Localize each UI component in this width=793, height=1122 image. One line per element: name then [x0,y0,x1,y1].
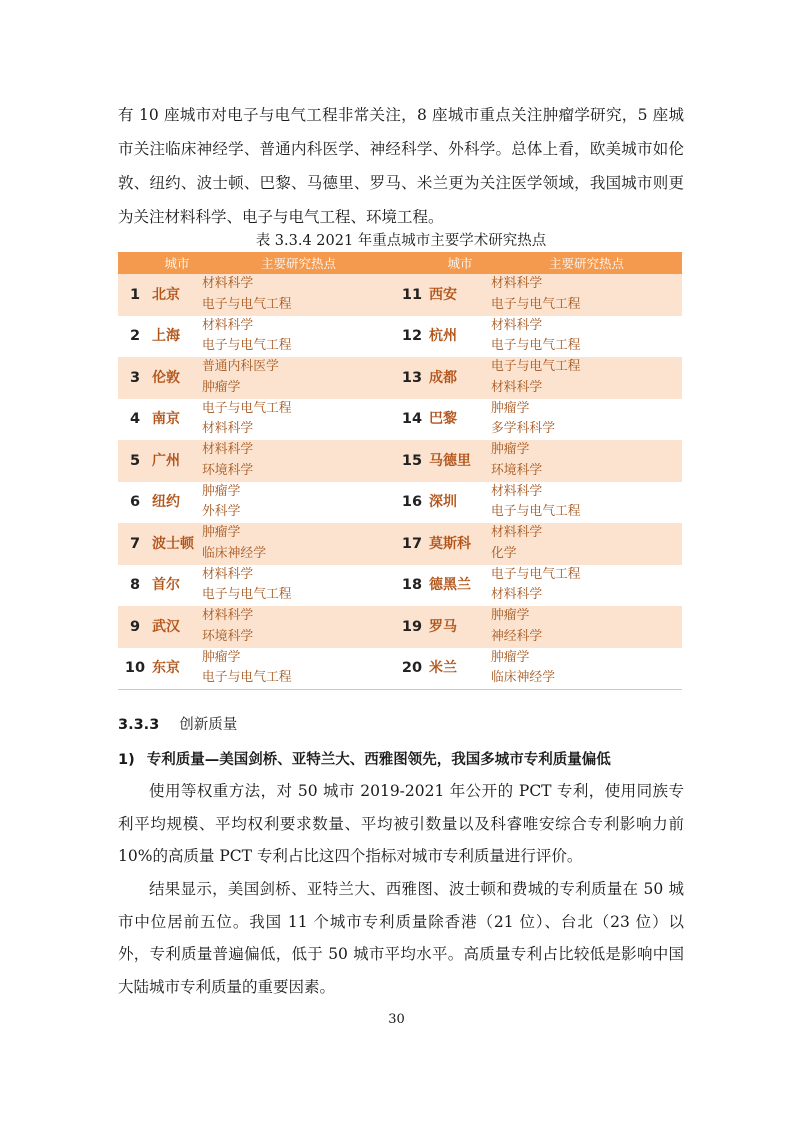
section-title: 创新质量 [179,717,238,733]
rank-cell: 11 [395,274,429,316]
topic-label: 环境科学 [491,462,543,478]
topics-cell [202,274,395,316]
city-cell: 广州 [152,440,202,482]
table-row [118,523,682,565]
topic-label: 肿瘤学 [202,649,241,665]
city-cell: 罗马 [429,606,491,648]
table-row [118,606,682,648]
topics-cell [491,274,682,316]
section-heading [118,713,237,734]
topics-cell [202,482,395,524]
rank-cell: 12 [401,328,423,345]
topic-label: 材料科学 [491,587,543,603]
rank-cell: 8 [129,577,141,594]
topics-cell [491,357,682,399]
topic-label: 材料科学 [202,317,254,333]
topics-cell [202,606,395,648]
rank-cell: 19 [395,606,429,648]
table-header-row [118,252,682,274]
topics-cell [202,357,395,399]
table-row [118,274,682,316]
rank-cell: 3 [118,357,152,399]
topics-cell [202,565,395,607]
city-cell: 首尔 [152,577,180,594]
topic-label: 肿瘤学 [491,442,530,458]
rank-cell: 18 [401,577,423,594]
topic-label: 化学 [491,545,517,561]
topic-label: 肿瘤学 [491,649,530,665]
topics-cell [491,316,682,358]
rank-cell: 2 [129,328,141,345]
topic-label: 外科学 [202,504,241,520]
topics-cell [491,565,682,607]
topic-label: 电子与电气工程 [202,400,292,416]
city-cell: 波士顿 [152,523,202,565]
rank-cell: 1 [118,274,152,316]
city-cell: 北京 [152,274,202,316]
topic-label: 电子与电气工程 [491,566,581,582]
table-row [118,440,682,482]
topics-cell [202,648,395,690]
table-row [118,482,682,524]
section-number: 3.3.3 [118,717,160,733]
table-row [118,565,682,607]
topic-label: 材料科学 [202,608,254,624]
table-caption: 表 3.3.4 2021 年重点城市主要学术研究热点 [255,233,547,249]
header-city-right: 城市 [429,252,491,274]
topics-cell [202,316,395,358]
rank-cell: 15 [395,440,429,482]
topics-cell [491,482,682,524]
topic-label: 材料科学 [491,379,543,395]
city-cell: 南京 [152,411,180,428]
topic-label: 肿瘤学 [491,400,530,416]
rank-cell: 7 [118,523,152,565]
topic-label: 电子与电气工程 [491,338,581,354]
table-row [118,316,682,358]
rank-cell: 17 [395,523,429,565]
topic-label: 材料科学 [202,566,254,582]
topic-label: 材料科学 [202,442,254,458]
table-row [118,399,682,441]
table-row [118,648,682,690]
city-cell: 深圳 [429,494,457,511]
topic-label: 电子与电气工程 [491,359,581,375]
topic-label: 电子与电气工程 [202,587,292,603]
paragraph-method: 使用等权重方法，对 50 城市 2019-2021 年公开的 PCT 专利，使用同族专利平均规模、平均权利要求数量、平均被引数量以及科睿唯安综合专利影响力前 10%的高质量 PCT 专利占比这四个指标对城市专利质量进行评价。 [118,782,684,865]
city-cell: 伦敦 [152,357,202,399]
page-number: 30 [388,1012,405,1027]
topic-label: 电子与电气工程 [202,338,292,354]
topic-label: 肿瘤学 [202,525,241,541]
city-cell: 成都 [429,357,491,399]
city-cell: 德黑兰 [429,577,471,594]
city-cell: 上海 [152,328,180,345]
city-cell: 莫斯科 [429,523,491,565]
rank-cell: 13 [395,357,429,399]
paragraph-results: 结果显示，美国剑桥、亚特兰大、西雅图、波士顿和费城的专利质量在 50 城市中位居前五位。我国 11 个城市专利质量除香港（21 位）、台北（23 位）以外，专利质量普遍偏低，低于 50 城市平均水平。高质量专利占比较低是影响中国大陆城市专利质量的重要因素。 [118,880,684,996]
topic-label: 材料科学 [491,525,543,541]
rank-cell: 6 [129,494,141,511]
topic-label: 电子与电气工程 [491,504,581,520]
topic-label: 材料科学 [491,483,543,499]
topics-cell [491,399,682,441]
topics-cell [202,399,395,441]
topics-cell [202,440,395,482]
topic-label: 多学科科学 [491,421,555,437]
header-topics-right: 主要研究热点 [491,252,682,274]
rank-cell: 9 [118,606,152,648]
topic-label: 材料科学 [202,276,254,292]
topic-label: 临床神经学 [491,670,555,686]
city-cell: 杭州 [429,328,457,345]
topic-label: 肿瘤学 [202,379,241,395]
topic-label: 材料科学 [491,276,543,292]
topic-label: 普通内科医学 [202,359,279,375]
intro-paragraph: 有 10 座城市对电子与电气工程非常关注，8 座城市重点关注肿瘤学研究，5 座城市关注临床神经学、普通内科医学、神经科学、外科学。总体上看，欧美城市如伦敦、纽约、波士顿、巴黎、马德里、罗马、米兰更为关注医学领域，我国城市则更为关注材料科学、电子与电气工程、环境工程。 [118,106,684,226]
header-city: 城市 [152,252,202,274]
rank-cell: 20 [395,648,429,690]
topic-label: 材料科学 [202,421,254,437]
city-cell: 巴黎 [429,411,457,428]
city-cell: 米兰 [429,648,491,690]
topics-cell [491,440,682,482]
city-cell: 武汉 [152,606,202,648]
topic-label: 电子与电气工程 [491,296,581,312]
topic-label: 材料科学 [491,317,543,333]
header-topics: 主要研究热点 [202,252,395,274]
rank-cell: 10 [118,648,152,690]
rank-cell: 16 [401,494,423,511]
subsection-text: 专利质量—美国剑桥、亚特兰大、西雅图领先，我国多城市专利质量偏低 [146,752,611,768]
rank-cell: 14 [401,411,423,428]
topic-label: 电子与电气工程 [202,296,292,312]
topics-cell [202,523,395,565]
topics-cell [491,606,682,648]
research-hotspots-table [118,252,682,690]
city-cell: 东京 [152,648,202,690]
topic-label: 环境科学 [202,462,254,478]
topic-label: 临床神经学 [202,545,266,561]
city-cell: 马德里 [429,440,491,482]
rank-cell: 4 [129,411,141,428]
city-cell: 西安 [429,274,491,316]
topics-cell [491,523,682,565]
subsection-number: 1) [118,752,135,768]
city-cell: 纽约 [152,494,180,511]
topic-label: 肿瘤学 [202,483,241,499]
topic-label: 肿瘤学 [491,608,530,624]
topic-label: 神经科学 [491,628,543,644]
subsection-heading [118,748,688,769]
rank-cell: 5 [118,440,152,482]
topics-cell [491,648,682,690]
table-row [118,357,682,399]
topic-label: 电子与电气工程 [202,670,292,686]
topic-label: 环境科学 [202,628,254,644]
